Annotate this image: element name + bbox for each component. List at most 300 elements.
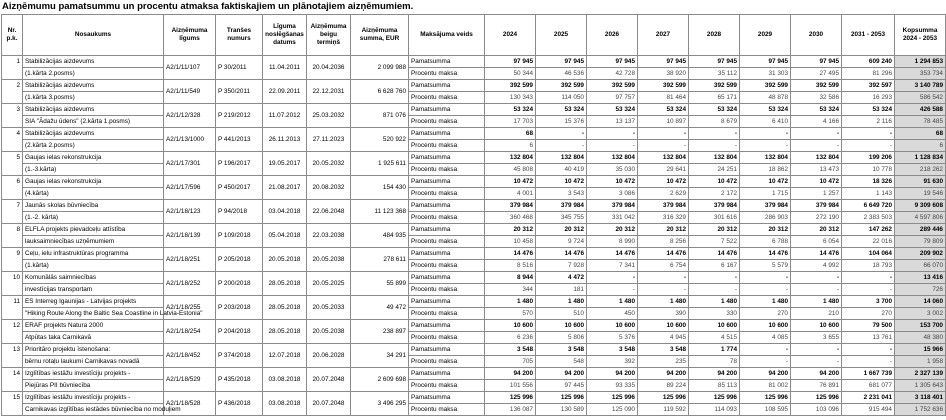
value-cell: 14 476 — [689, 248, 740, 260]
payment-type: Pamatsumma — [409, 296, 485, 308]
loan-amount: 154 430 — [351, 176, 409, 200]
value-cell: 681 077 — [842, 380, 895, 392]
table-row — [2, 200, 946, 212]
payment-type: Procentu maksa — [409, 92, 485, 104]
loan-name-detail: (1.-2. kārta) — [23, 212, 164, 224]
value-cell: 10 600 — [740, 320, 791, 332]
row-number: 5 — [2, 152, 23, 176]
total-cell: 209 902 — [895, 248, 946, 260]
value-cell: 125 996 — [587, 392, 638, 404]
value-cell: 345 755 — [536, 212, 587, 224]
table-row — [2, 152, 946, 164]
value-cell: - — [791, 272, 842, 284]
value-cell: 18 326 — [842, 176, 895, 188]
total-cell: 19 546 — [895, 188, 946, 200]
total-cell: 4 597 806 — [895, 212, 946, 224]
value-cell: 65 171 — [689, 92, 740, 104]
value-cell: 78 — [689, 356, 740, 368]
value-cell: 76 891 — [791, 380, 842, 392]
tranche-number: P 203/2018 — [216, 296, 263, 320]
payment-type: Pamatsumma — [409, 344, 485, 356]
value-cell: 392 599 — [587, 80, 638, 92]
row-number: 2 — [2, 80, 23, 104]
value-cell: 20 312 — [587, 224, 638, 236]
value-cell: 379 984 — [740, 200, 791, 212]
col-header-end-date: Aizņēmuma beigu termiņš — [307, 15, 351, 56]
value-cell: 81 464 — [638, 92, 689, 104]
col-header-year: 2028 — [689, 15, 740, 56]
value-cell: - — [536, 140, 587, 152]
payment-type: Pamatsumma — [409, 368, 485, 380]
end-date: 20.05.2025 — [307, 272, 351, 296]
value-cell: 119 592 — [638, 404, 689, 416]
value-cell: 31 303 — [740, 68, 791, 80]
value-cell: 392 — [587, 356, 638, 368]
value-cell: 97 945 — [740, 56, 791, 68]
value-cell: 235 — [638, 356, 689, 368]
value-cell: 3 700 — [842, 296, 895, 308]
total-cell: 353 734 — [895, 68, 946, 80]
total-cell: 68 — [895, 128, 946, 140]
loan-name-detail: "Hiking Route Along the Baltic Sea Coastline in Latvia-Estonia" — [23, 308, 164, 320]
value-cell: 14 476 — [740, 248, 791, 260]
contract-number: A2/1/18/528 — [164, 392, 216, 416]
value-cell: 97 945 — [587, 56, 638, 68]
value-cell: 35 030 — [587, 164, 638, 176]
value-cell: 42 728 — [587, 68, 638, 80]
row-number: 1 — [2, 56, 23, 80]
value-cell: - — [689, 272, 740, 284]
payment-type: Pamatsumma — [409, 248, 485, 260]
table-row — [2, 128, 946, 140]
value-cell: 301 616 — [689, 212, 740, 224]
value-cell: 10 472 — [587, 176, 638, 188]
payment-type: Procentu maksa — [409, 116, 485, 128]
value-cell: 6 410 — [740, 116, 791, 128]
total-cell: 289 446 — [895, 224, 946, 236]
value-cell: 915 494 — [842, 404, 895, 416]
value-cell: 2 172 — [689, 188, 740, 200]
contract-number: A2/1/18/252 — [164, 272, 216, 296]
payment-type: Procentu maksa — [409, 260, 485, 272]
value-cell: - — [638, 284, 689, 296]
value-cell: 6 649 720 — [842, 200, 895, 212]
value-cell: - — [587, 128, 638, 140]
tranche-number: P 109/2018 — [216, 224, 263, 248]
value-cell: 10 600 — [689, 320, 740, 332]
loan-name: Stabilizācijas aizdevums — [23, 128, 164, 140]
value-cell: 1 480 — [536, 296, 587, 308]
value-cell: 125 996 — [791, 392, 842, 404]
tranche-number: P 204/2018 — [216, 320, 263, 344]
tranche-number: P 30/2011 — [216, 56, 263, 80]
value-cell: 14 476 — [638, 248, 689, 260]
contract-number: A2/1/12/328 — [164, 104, 216, 128]
end-date: 20.06.2028 — [307, 344, 351, 368]
value-cell: - — [587, 284, 638, 296]
value-cell: 3 543 — [536, 188, 587, 200]
tranche-number: P 200/2018 — [216, 272, 263, 296]
end-date: 20.07.2048 — [307, 368, 351, 392]
value-cell: 125 996 — [536, 392, 587, 404]
loan-name: Jaunās skolas būvniecība — [23, 200, 164, 212]
loan-name-detail: SIA "Ādažu ūdens" (2.kārta 1.posms) — [23, 116, 164, 128]
value-cell: - — [740, 344, 791, 356]
value-cell: 7 522 — [689, 236, 740, 248]
loan-name-detail: investīcijas transportam — [23, 284, 164, 296]
value-cell: 272 190 — [791, 212, 842, 224]
payment-type: Pamatsumma — [409, 128, 485, 140]
value-cell: 570 — [485, 308, 536, 320]
payment-type: Pamatsumma — [409, 224, 485, 236]
value-cell: 97 945 — [485, 56, 536, 68]
table-row — [2, 212, 946, 224]
tranche-number: P 441/2013 — [216, 128, 263, 152]
value-cell: 8 256 — [638, 236, 689, 248]
contract-number: A2/1/18/251 — [164, 248, 216, 272]
table-row — [2, 344, 946, 356]
value-cell: 510 — [536, 308, 587, 320]
loan-table — [1, 14, 946, 416]
loan-amount: 871 076 — [351, 104, 409, 128]
value-cell: - — [587, 140, 638, 152]
value-cell: 130 589 — [536, 404, 587, 416]
total-cell: 153 700 — [895, 320, 946, 332]
page-title: Aizņēmumu pamatsummu un procentu atmaksa faktiskajiem un plānotajiem aizņēmumiem. — [2, 1, 414, 12]
value-cell: 6 167 — [689, 260, 740, 272]
payment-type: Procentu maksa — [409, 68, 485, 80]
value-cell: 10 600 — [638, 320, 689, 332]
value-cell: 3 655 — [791, 332, 842, 344]
value-cell: 7 341 — [587, 260, 638, 272]
value-cell: 13 473 — [791, 164, 842, 176]
value-cell: 53 324 — [485, 104, 536, 116]
row-number: 7 — [2, 200, 23, 224]
tranche-number: P 435/2018 — [216, 368, 263, 392]
value-cell: 130 343 — [485, 92, 536, 104]
loan-amount: 49 472 — [351, 296, 409, 320]
value-cell: 132 804 — [791, 152, 842, 164]
value-cell: 97 945 — [638, 56, 689, 68]
value-cell: 10 600 — [485, 320, 536, 332]
row-number: 13 — [2, 344, 23, 368]
value-cell: 48 878 — [740, 92, 791, 104]
payment-type: Pamatsumma — [409, 392, 485, 404]
value-cell: - — [740, 272, 791, 284]
contract-number: A2/1/17/301 — [164, 152, 216, 176]
value-cell: 6 788 — [740, 236, 791, 248]
value-cell: 9 724 — [536, 236, 587, 248]
value-cell: 4 992 — [791, 260, 842, 272]
loan-amount: 2 609 698 — [351, 368, 409, 392]
value-cell: 53 324 — [587, 104, 638, 116]
value-cell: 6 054 — [791, 236, 842, 248]
loan-amount: 34 291 — [351, 344, 409, 368]
value-cell: 14 476 — [791, 248, 842, 260]
value-cell: 7 928 — [536, 260, 587, 272]
value-cell: 94 200 — [689, 368, 740, 380]
value-cell: 10 472 — [740, 176, 791, 188]
value-cell: 8 990 — [587, 236, 638, 248]
loan-name: ES Interreg Igaunijas - Latvijas projekts — [23, 296, 164, 308]
col-header-year: 2026 — [587, 15, 638, 56]
loan-amount: 55 899 — [351, 272, 409, 296]
contract-number: A2/1/18/123 — [164, 200, 216, 224]
value-cell: 101 556 — [485, 380, 536, 392]
col-header-tranche: Tranšes numurs — [216, 15, 263, 56]
payment-type: Procentu maksa — [409, 236, 485, 248]
value-cell: 390 — [638, 308, 689, 320]
total-cell: 1 752 636 — [895, 404, 946, 416]
value-cell: 10 472 — [485, 176, 536, 188]
loan-amount: 278 611 — [351, 248, 409, 272]
value-cell: - — [842, 284, 895, 296]
value-cell: 5 806 — [536, 332, 587, 344]
value-cell: 1 480 — [638, 296, 689, 308]
total-cell: 1 958 — [895, 356, 946, 368]
value-cell: 4 472 — [536, 272, 587, 284]
payment-type: Procentu maksa — [409, 284, 485, 296]
table-row — [2, 380, 946, 392]
value-cell: 344 — [485, 284, 536, 296]
table-row — [2, 356, 946, 368]
loan-amount: 1 925 611 — [351, 152, 409, 176]
value-cell: - — [638, 128, 689, 140]
value-cell: 5 376 — [587, 332, 638, 344]
value-cell: 379 984 — [485, 200, 536, 212]
value-cell: - — [689, 284, 740, 296]
value-cell: 125 996 — [740, 392, 791, 404]
row-number: 8 — [2, 224, 23, 248]
sign-date: 11.07.2012 — [263, 104, 307, 128]
total-cell: 1 305 643 — [895, 380, 946, 392]
total-cell: 14 060 — [895, 296, 946, 308]
contract-number: A2/1/18/139 — [164, 224, 216, 248]
table-row — [2, 392, 946, 404]
value-cell: 97 757 — [587, 92, 638, 104]
value-cell: 15 376 — [536, 116, 587, 128]
loan-name: Komunālās saimniecības — [23, 272, 164, 284]
total-cell: 2 327 139 — [895, 368, 946, 380]
loan-name-detail: (1.-3.kārta) — [23, 164, 164, 176]
payment-type: Procentu maksa — [409, 188, 485, 200]
end-date: 20.05.2038 — [307, 248, 351, 272]
table-row — [2, 80, 946, 92]
value-cell: 1 715 — [740, 188, 791, 200]
value-cell: 79 500 — [842, 320, 895, 332]
value-cell: 270 — [740, 308, 791, 320]
value-cell: 89 224 — [638, 380, 689, 392]
header-row — [2, 15, 946, 56]
sign-date: 21.08.2017 — [263, 176, 307, 200]
value-cell: 94 200 — [740, 368, 791, 380]
value-cell: - — [740, 356, 791, 368]
value-cell: - — [842, 128, 895, 140]
table-row — [2, 140, 946, 152]
loan-name: Prioritāro projektu īstenošana: — [23, 344, 164, 356]
total-cell: 3 140 789 — [895, 80, 946, 92]
payment-type: Procentu maksa — [409, 332, 485, 344]
value-cell: 53 324 — [536, 104, 587, 116]
value-cell: 10 458 — [485, 236, 536, 248]
value-cell: 331 042 — [587, 212, 638, 224]
value-cell: 81 002 — [740, 380, 791, 392]
total-cell: 91 630 — [895, 176, 946, 188]
end-date: 22.06.2048 — [307, 200, 351, 224]
payment-type: Pamatsumma — [409, 56, 485, 68]
loan-amount: 3 496 295 — [351, 392, 409, 416]
loan-name-detail: (1.kārta 2.posms) — [23, 68, 164, 80]
contract-number: A2/1/11/107 — [164, 56, 216, 80]
value-cell: 6 236 — [485, 332, 536, 344]
end-date: 20.05.2033 — [307, 296, 351, 320]
row-number: 4 — [2, 128, 23, 152]
value-cell: 81 296 — [842, 68, 895, 80]
value-cell: 94 200 — [485, 368, 536, 380]
loan-amount: 484 935 — [351, 224, 409, 248]
table-row — [2, 188, 946, 200]
value-cell: 125 090 — [587, 404, 638, 416]
loan-name: Gaujas ielas rekonstrukcija — [23, 176, 164, 188]
row-number: 6 — [2, 176, 23, 200]
value-cell: 450 — [587, 308, 638, 320]
sign-date: 03.08.2018 — [263, 368, 307, 392]
value-cell: 3 548 — [638, 344, 689, 356]
payment-type: Pamatsumma — [409, 176, 485, 188]
value-cell: 53 324 — [638, 104, 689, 116]
value-cell: 1 480 — [587, 296, 638, 308]
value-cell: 10 600 — [791, 320, 842, 332]
value-cell: - — [740, 140, 791, 152]
value-cell: 132 804 — [485, 152, 536, 164]
tranche-number: P 219/2012 — [216, 104, 263, 128]
col-header-name: Nosaukums — [23, 15, 164, 56]
value-cell: 392 599 — [536, 80, 587, 92]
loan-amount: 520 922 — [351, 128, 409, 152]
value-cell: 4 085 — [740, 332, 791, 344]
table-row — [2, 92, 946, 104]
value-cell: 20 312 — [485, 224, 536, 236]
value-cell: 379 984 — [536, 200, 587, 212]
end-date: 25.03.2032 — [307, 104, 351, 128]
table-row — [2, 56, 946, 68]
total-cell: 9 309 608 — [895, 200, 946, 212]
value-cell: 1 774 — [689, 344, 740, 356]
contract-number: A2/1/11/549 — [164, 80, 216, 104]
value-cell: 8 516 — [485, 260, 536, 272]
value-cell: 4 945 — [638, 332, 689, 344]
table-row — [2, 116, 946, 128]
total-cell: 426 588 — [895, 104, 946, 116]
row-number: 15 — [2, 392, 23, 416]
loan-name: Gaujas ielas rekonstrukcija — [23, 152, 164, 164]
table-row — [2, 296, 946, 308]
end-date: 20.04.2036 — [307, 56, 351, 80]
value-cell: 53 324 — [791, 104, 842, 116]
value-cell: - — [536, 128, 587, 140]
value-cell: 132 804 — [638, 152, 689, 164]
sign-date: 03.04.2018 — [263, 200, 307, 224]
tranche-number: P 374/2018 — [216, 344, 263, 368]
value-cell: - — [638, 140, 689, 152]
tranche-number: P 350/2011 — [216, 80, 263, 104]
total-cell: 66 070 — [895, 260, 946, 272]
loan-name-detail: lauksaimniecības uzņēmumiem — [23, 236, 164, 248]
value-cell: 1 667 739 — [842, 368, 895, 380]
payment-type: Pamatsumma — [409, 80, 485, 92]
col-header-year-range: 2031 - 2053 — [842, 15, 895, 56]
row-number: 14 — [2, 368, 23, 392]
value-cell: 45 808 — [485, 164, 536, 176]
value-cell: 17 703 — [485, 116, 536, 128]
value-cell: 330 — [689, 308, 740, 320]
value-cell: 1 480 — [791, 296, 842, 308]
value-cell: 97 445 — [536, 380, 587, 392]
value-cell: 705 — [485, 356, 536, 368]
value-cell: 379 984 — [689, 200, 740, 212]
value-cell: 10 472 — [536, 176, 587, 188]
tranche-number: P 450/2017 — [216, 176, 263, 200]
value-cell: 8 944 — [485, 272, 536, 284]
value-cell: - — [689, 140, 740, 152]
value-cell: - — [842, 140, 895, 152]
col-header-year: 2027 — [638, 15, 689, 56]
col-header-year: 2025 — [536, 15, 587, 56]
table-row — [2, 224, 946, 236]
sign-date: 12.07.2018 — [263, 344, 307, 368]
total-cell: 6 — [895, 140, 946, 152]
value-cell: - — [587, 272, 638, 284]
contract-number: A2/1/18/254 — [164, 320, 216, 344]
loan-name-detail: bērnu rotaļu laukumi Carnikavas novadā — [23, 356, 164, 368]
value-cell: 20 312 — [791, 224, 842, 236]
value-cell: - — [638, 272, 689, 284]
value-cell: 2 116 — [842, 116, 895, 128]
loan-name: ERAF projekts Natura 2000 — [23, 320, 164, 332]
table-row — [2, 236, 946, 248]
loan-name: ELFLA projekts pievadceļu attīstība — [23, 224, 164, 236]
value-cell: 6 — [485, 140, 536, 152]
value-cell: 2 629 — [638, 188, 689, 200]
value-cell: 136 087 — [485, 404, 536, 416]
value-cell: 114 093 — [689, 404, 740, 416]
end-date: 20.08.2032 — [307, 176, 351, 200]
table-row — [2, 272, 946, 284]
value-cell: 379 984 — [791, 200, 842, 212]
value-cell: 97 945 — [791, 56, 842, 68]
value-cell: 94 200 — [791, 368, 842, 380]
payment-type: Pamatsumma — [409, 272, 485, 284]
value-cell: 132 804 — [536, 152, 587, 164]
payment-type: Procentu maksa — [409, 212, 485, 224]
contract-number: A2/1/18/255 — [164, 296, 216, 320]
end-date: 20.05.2038 — [307, 320, 351, 344]
end-date: 20.07.2048 — [307, 392, 351, 416]
sign-date: 28.05.2018 — [263, 320, 307, 344]
total-cell: 15 966 — [895, 344, 946, 356]
table-row — [2, 104, 946, 116]
value-cell: - — [740, 128, 791, 140]
loan-amount: 6 628 760 — [351, 80, 409, 104]
value-cell: 3 548 — [485, 344, 536, 356]
value-cell: - — [842, 272, 895, 284]
value-cell: 97 945 — [536, 56, 587, 68]
payment-type: Pamatsumma — [409, 200, 485, 212]
payment-type: Procentu maksa — [409, 164, 485, 176]
value-cell: 103 096 — [791, 404, 842, 416]
value-cell: 392 599 — [485, 80, 536, 92]
value-cell: - — [791, 128, 842, 140]
